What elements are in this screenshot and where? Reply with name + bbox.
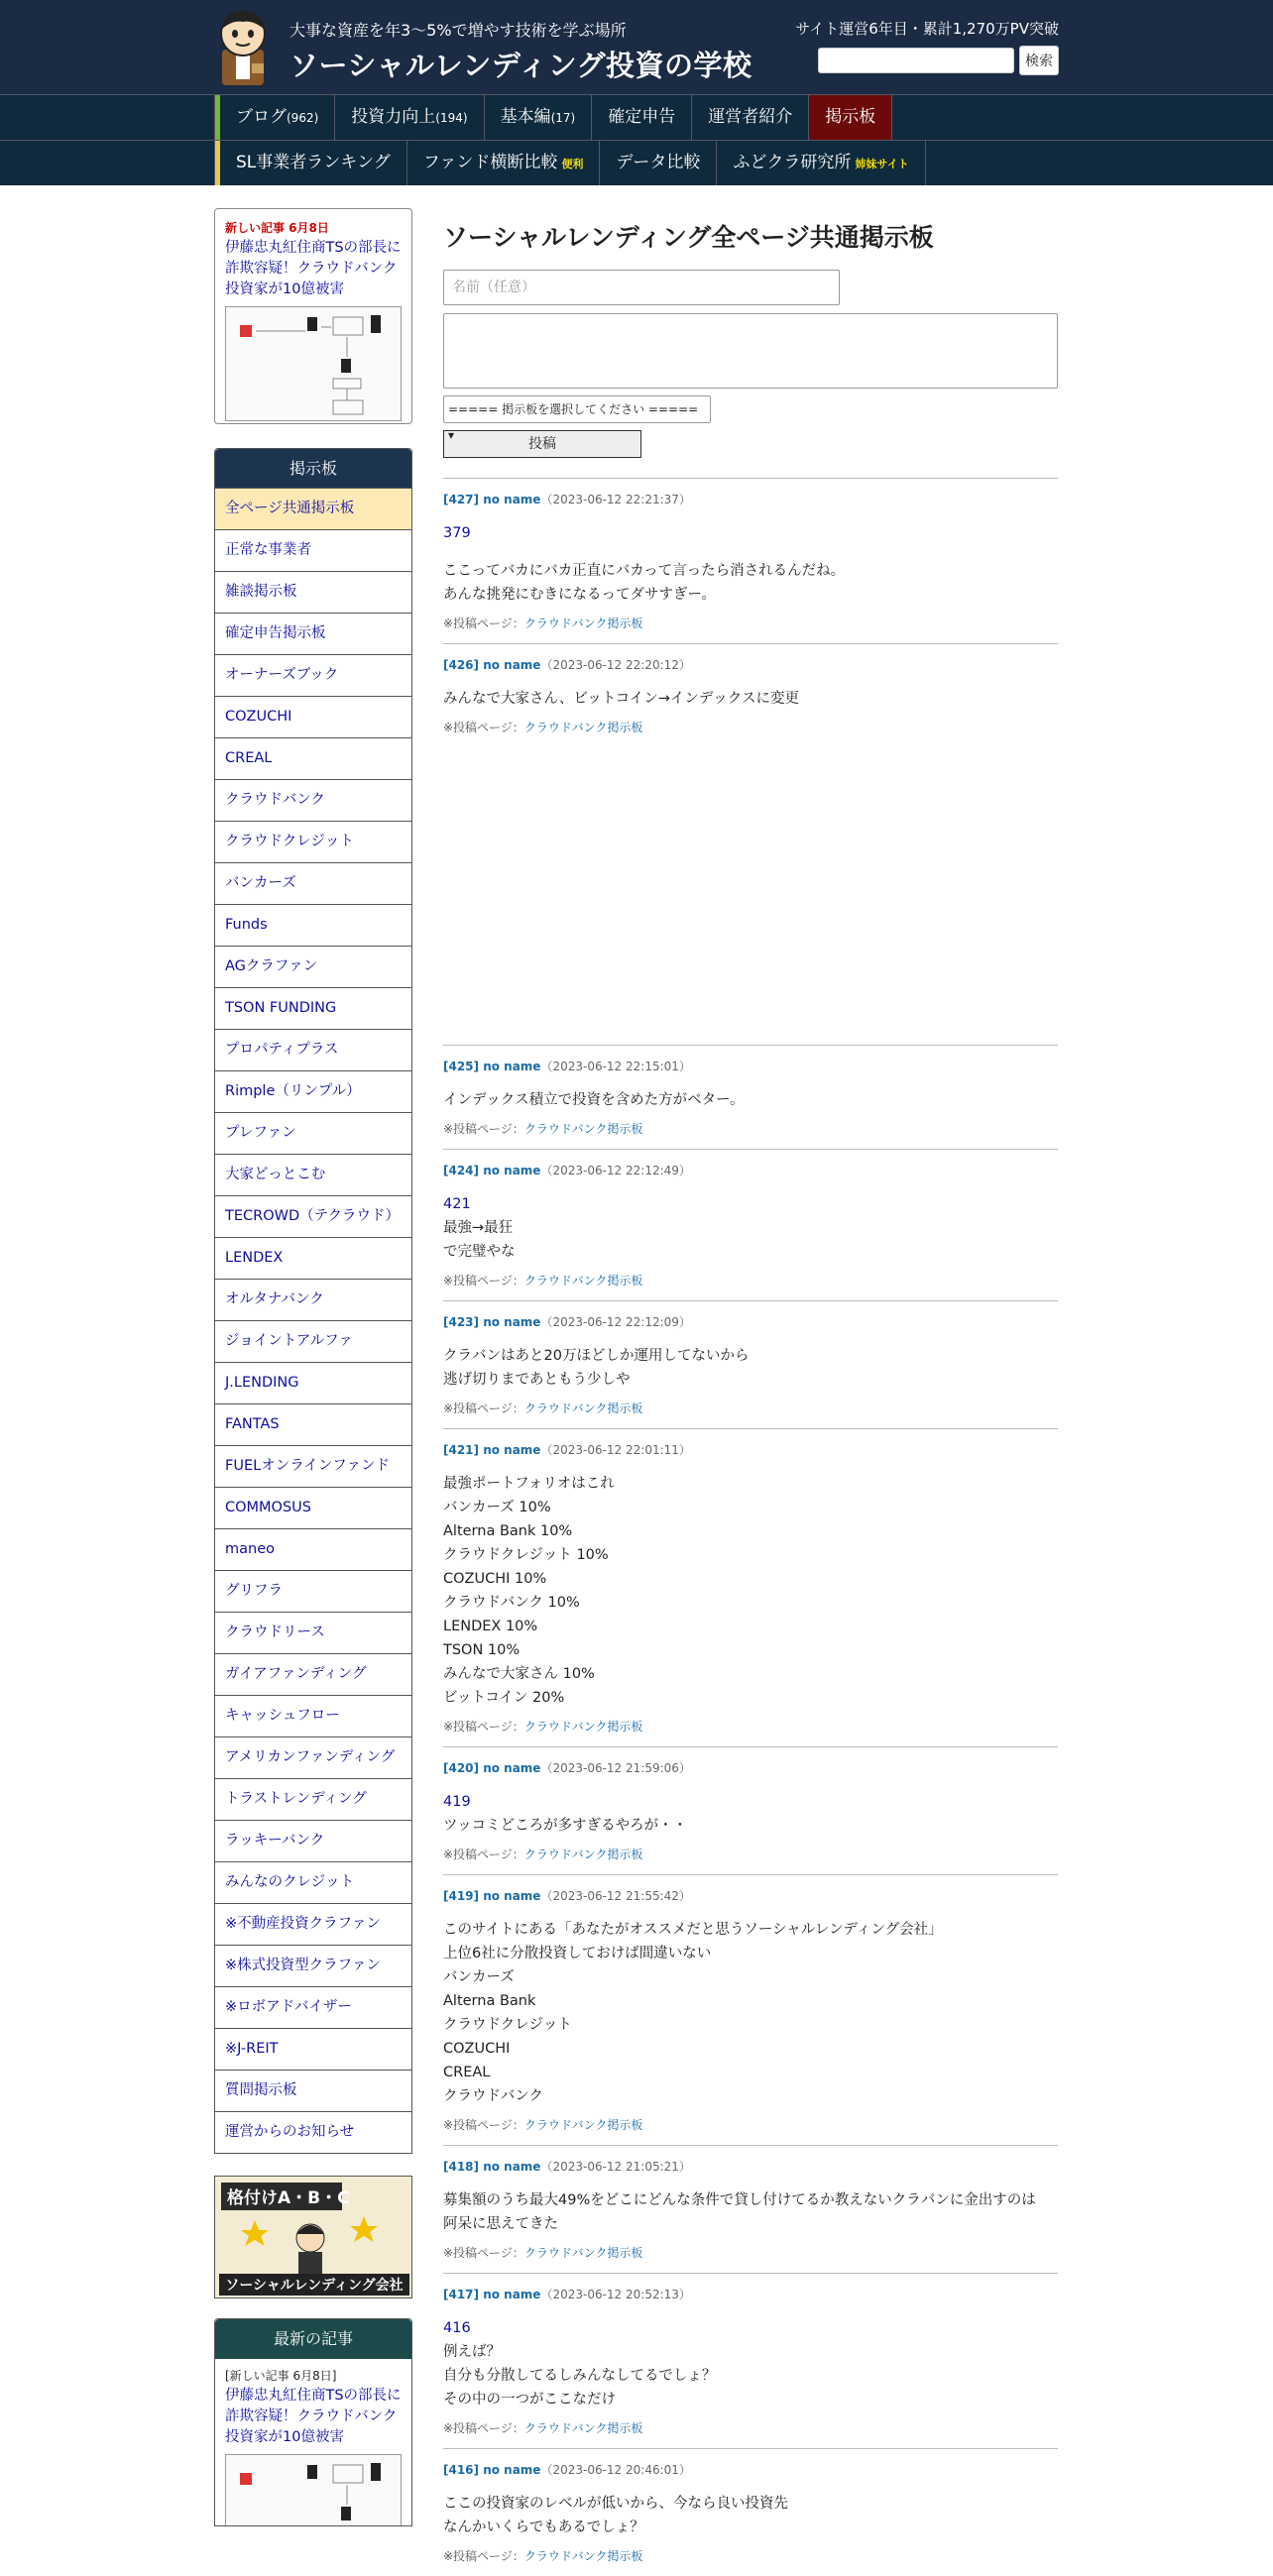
post-source-link[interactable]: クラウドバンク掲示板: [523, 1122, 643, 1136]
board-item[interactable]: ガイアファンディング: [215, 1653, 411, 1695]
post-button[interactable]: 投稿: [443, 430, 641, 458]
name-input[interactable]: 名前（任意）: [443, 270, 840, 305]
post-line: TSON 10%: [443, 1642, 521, 1658]
post-source-page: [443, 1400, 1058, 1416]
post-source-page: [443, 1272, 1058, 1288]
post-author[interactable]: [423] no name: [443, 1315, 541, 1329]
post-header: [443, 2158, 1058, 2175]
latest-articles-box: [214, 2318, 412, 2526]
board-item[interactable]: J.LENDING: [215, 1362, 411, 1403]
site-stats: サイト運営6年目・累計1,270万PV突破: [795, 20, 1059, 38]
post-line: このサイトにある「あなたがオススメだと思うソーシャルレンディング会社」: [443, 1922, 943, 1938]
board-item[interactable]: maneo: [215, 1528, 411, 1570]
board-item[interactable]: ※ロボアドバイザー: [215, 1986, 411, 2028]
board-item[interactable]: LENDEX: [215, 1237, 411, 1279]
board-item[interactable]: クラウドバンク: [215, 779, 411, 821]
latest-article-thumbnail[interactable]: [225, 2454, 402, 2526]
post-item: [443, 2448, 1058, 2576]
post-author[interactable]: [421] no name: [443, 1443, 541, 1457]
post-line: インデックス積立で投資を含めた方がベター。: [443, 1092, 745, 1108]
post-body: [443, 1344, 1058, 1392]
nav-item-basics[interactable]: [485, 95, 593, 140]
main-content: [443, 208, 1058, 2576]
post-line: COZUCHI 10%: [443, 1571, 547, 1587]
nav-label: 基本編: [500, 107, 551, 127]
post-line: Alterna Bank: [443, 1993, 536, 2009]
nav-count: (194): [435, 111, 468, 125]
post-line: 自分も分散してるしみんなしてるでしょ？: [443, 2368, 717, 2384]
nav-item-blog[interactable]: [215, 95, 335, 140]
post-source-page: [443, 615, 1058, 631]
post-date: （2023-06-12 21:05:21）: [540, 2160, 691, 2174]
board-item[interactable]: アメリカンファンディング: [215, 1736, 411, 1778]
nav-label: 投資力向上: [351, 107, 436, 127]
post-line: 最強ポートフォリオはこれ: [443, 1476, 615, 1492]
board-item[interactable]: 運営からのお知らせ: [215, 2111, 411, 2153]
post-body: [443, 521, 1058, 607]
nav-label: ふどクラ研究所: [733, 153, 852, 172]
sidebar: [214, 208, 412, 2526]
post-item: [443, 643, 1058, 747]
post-line: CREAL: [443, 2065, 491, 2080]
board-item[interactable]: グリフラ: [215, 1570, 411, 1612]
post-item: [443, 1428, 1058, 1746]
post-body: [443, 687, 1058, 711]
post-source-link[interactable]: クラウドバンク掲示板: [523, 1720, 643, 1734]
nav-count: (962): [287, 111, 319, 125]
post-header: [443, 1759, 1058, 1776]
post-source-page: [443, 1846, 1058, 1862]
latest-articles-heading: 最新の記事: [215, 2319, 411, 2359]
post-author[interactable]: [427] no name: [443, 493, 541, 506]
board-item[interactable]: 大家どっとこむ: [215, 1154, 411, 1195]
board-item[interactable]: Funds: [215, 904, 411, 946]
post-author[interactable]: [416] no name: [443, 2463, 541, 2477]
nav-item-fudokura-lab[interactable]: [717, 141, 925, 185]
post-body: [443, 1472, 1058, 1710]
board-item[interactable]: ※不動産投資クラファン: [215, 1903, 411, 1945]
post-line: バンカーズ: [443, 1969, 515, 1985]
board-item[interactable]: AGクラファン: [215, 946, 411, 987]
post-source-prefix: ※投稿ページ：: [443, 1720, 524, 1734]
post-line: Alterna Bank 10%: [443, 1523, 573, 1539]
new-article-box: [214, 208, 412, 424]
post-body: [443, 2188, 1058, 2236]
board-item[interactable]: みんなのクレジット: [215, 1861, 411, 1903]
nav-item-data-compare[interactable]: [600, 141, 717, 185]
post-item: [443, 2145, 1058, 2273]
post-reply-ref[interactable]: 421: [443, 1196, 471, 1212]
nav-item-skill[interactable]: [335, 95, 484, 140]
post-date: （2023-06-12 20:46:01）: [540, 2463, 691, 2477]
board-item[interactable]: Rimple（リンプル）: [215, 1070, 411, 1112]
board-item[interactable]: 質問掲示板: [215, 2070, 411, 2111]
post-source-prefix: ※投稿ページ：: [443, 1401, 524, 1415]
board-item[interactable]: ジョイントアルファ: [215, 1320, 411, 1362]
post-item: [443, 1874, 1058, 2145]
post-line: 逃げ切りまであともう少しや: [443, 1372, 631, 1388]
post-source-link[interactable]: クラウドバンク掲示板: [523, 1848, 643, 1861]
post-source-prefix: ※投稿ページ：: [443, 616, 524, 630]
post-author[interactable]: [426] no name: [443, 658, 541, 672]
post-line: あんな挑発にむきになるってダサすぎー。: [443, 587, 716, 603]
post-body: [443, 1790, 1058, 1838]
post-line: クラウドクレジット: [443, 2017, 572, 2033]
post-line: ツッコミどころが多すぎるやろが・・: [443, 1818, 688, 1834]
post-source-prefix: ※投稿ページ：: [443, 2549, 524, 2563]
post-line: 募集額のうち最大49%をどこにどんな条件で貸し付けてるか教えないクラバンに金出すのは: [443, 2192, 1036, 2208]
post-line: 最強→最狂: [443, 1220, 514, 1236]
nav-label: 運営者紹介: [708, 107, 793, 127]
board-list-heading: 掲示板: [215, 449, 411, 488]
post-source-link[interactable]: クラウドバンク掲示板: [523, 1274, 643, 1288]
post-reply-ref[interactable]: 379: [443, 525, 471, 541]
site-title[interactable]: ソーシャルレンディング投資の学校: [289, 49, 752, 82]
post-author[interactable]: [420] no name: [443, 1761, 541, 1775]
post-source-page: [443, 719, 1058, 735]
banner-top-text: 格付けA・B・C: [227, 2188, 350, 2208]
board-item[interactable]: クラウドリース: [215, 1612, 411, 1653]
post-date: （2023-06-12 20:52:13）: [540, 2288, 691, 2301]
board-select-value: ===== 掲示板を選択してください =====: [448, 402, 699, 416]
nav-label: 掲示板: [825, 107, 876, 127]
post-header: [443, 1058, 1058, 1074]
post-line: ビットコイン 20%: [443, 1690, 565, 1706]
new-article-thumbnail[interactable]: [225, 306, 402, 421]
nav-item-tax[interactable]: [592, 95, 692, 140]
post-source-page: [443, 2116, 1058, 2133]
post-body: [443, 1918, 1058, 2108]
board-item[interactable]: TSON FUNDING: [215, 987, 411, 1029]
post-source-page: [443, 2244, 1058, 2261]
board-list: [214, 448, 412, 2154]
post-source-prefix: ※投稿ページ：: [443, 2246, 524, 2260]
board-item[interactable]: バンカーズ: [215, 862, 411, 904]
post-line: 上位6社に分散投資しておけば間違いない: [443, 1946, 712, 1961]
nav-item-ranking[interactable]: [215, 141, 407, 185]
post-source-link[interactable]: クラウドバンク掲示板: [523, 2549, 643, 2563]
board-item[interactable]: COMMOSUS: [215, 1487, 411, 1528]
message-textarea[interactable]: [443, 313, 1058, 389]
post-author[interactable]: [424] no name: [443, 1164, 541, 1177]
post-header: [443, 1313, 1058, 1330]
post-header: [443, 656, 1058, 673]
new-article-label: 新しい記事 6月8日: [225, 221, 329, 235]
post-item: [443, 1746, 1058, 1874]
nav-label: SL事業者ランキング: [236, 153, 391, 172]
board-item[interactable]: オルタナバンク: [215, 1279, 411, 1320]
post-line: バンカーズ 10%: [443, 1500, 551, 1515]
board-item[interactable]: 確定申告掲示板: [215, 613, 411, 654]
post-date: （2023-06-12 22:20:12）: [540, 658, 691, 672]
nav-label: 確定申告: [608, 107, 676, 127]
post-item: [443, 1300, 1058, 1428]
nav-item-about[interactable]: [692, 95, 809, 140]
post-header: [443, 2286, 1058, 2302]
banner-bottom-text: ソーシャルレンディング会社: [225, 2278, 404, 2294]
site-header: [0, 0, 1273, 95]
board-item[interactable]: 全ページ共通掲示板: [215, 488, 411, 529]
post-reply-ref[interactable]: 419: [443, 1794, 471, 1810]
nav-label: ブログ: [236, 107, 287, 127]
post-line: クラウドバンク: [443, 2088, 543, 2104]
site-tagline: 大事な資産を年3～5%で増やす技術を学ぶ場所: [289, 21, 627, 40]
search-input[interactable]: [818, 48, 1014, 73]
search-button[interactable]: 検索: [1019, 46, 1059, 75]
post-line: ここの投資家のレベルが低いから、今なら良い投資先: [443, 2496, 788, 2512]
post-item: [443, 1045, 1058, 1149]
post-line: クラウドバンク 10%: [443, 1595, 580, 1611]
post-list: [443, 478, 1058, 2576]
post-author[interactable]: [419] no name: [443, 1889, 541, 1903]
post-source-prefix: ※投稿ページ：: [443, 1122, 524, 1136]
post-line: LENDEX 10%: [443, 1619, 538, 1634]
post-date: （2023-06-12 22:12:49）: [540, 1164, 691, 1177]
post-source-page: [443, 2419, 1058, 2436]
post-source-prefix: ※投稿ページ：: [443, 721, 524, 734]
nav-tag: 姉妹サイト: [855, 158, 909, 170]
main-nav: [0, 94, 1273, 140]
post-header: [443, 491, 1058, 507]
post-line: その中の一つがここなだけ: [443, 2392, 616, 2408]
post-header: [443, 2461, 1058, 2478]
post-reply-ref[interactable]: 416: [443, 2320, 471, 2336]
nav-count: (17): [550, 111, 576, 125]
chevron-down-icon: ▾: [448, 428, 455, 442]
board-item[interactable]: TECROWD（テクラウド）: [215, 1195, 411, 1237]
post-source-link[interactable]: クラウドバンク掲示板: [523, 2246, 643, 2260]
board-select[interactable]: [443, 395, 711, 442]
board-item[interactable]: キャッシュフロー: [215, 1695, 411, 1736]
board-item[interactable]: ※J-REIT: [215, 2028, 411, 2070]
ad-space: [443, 747, 1058, 1045]
page-title: ソーシャルレンディング全ページ共通掲示板: [443, 223, 934, 252]
board-item[interactable]: オーナーズブック: [215, 654, 411, 696]
nav-item-board[interactable]: [809, 95, 892, 140]
post-source-link[interactable]: クラウドバンク掲示板: [523, 2118, 643, 2132]
post-header: [443, 1441, 1058, 1458]
post-date: （2023-06-12 21:59:06）: [540, 1761, 691, 1775]
post-author[interactable]: [418] no name: [443, 2160, 541, 2174]
post-body: [443, 1192, 1058, 1264]
board-item[interactable]: トラストレンディング: [215, 1778, 411, 1820]
sub-nav: [0, 140, 1273, 185]
post-date: （2023-06-12 22:01:11）: [540, 1443, 691, 1457]
board-item[interactable]: CREAL: [215, 737, 411, 779]
post-source-link[interactable]: クラウドバンク掲示板: [523, 616, 643, 630]
post-source-prefix: ※投稿ページ：: [443, 1848, 524, 1861]
nav-item-fund-compare[interactable]: [407, 141, 601, 185]
rating-banner[interactable]: [214, 2176, 412, 2298]
board-item[interactable]: クラウドクレジット: [215, 821, 411, 862]
post-date: （2023-06-12 21:55:42）: [540, 1889, 691, 1903]
post-source-prefix: ※投稿ページ：: [443, 2118, 524, 2132]
post-body: [443, 2316, 1058, 2411]
latest-article-date: [新しい記事 6月8日]: [225, 2369, 337, 2383]
board-item[interactable]: プレファン: [215, 1112, 411, 1154]
post-source-prefix: ※投稿ページ：: [443, 2421, 524, 2435]
post-line: 阿呆に思えてきた: [443, 2216, 558, 2232]
mascot-logo-icon[interactable]: [214, 6, 272, 87]
post-line: 例えば？: [443, 2344, 501, 2360]
post-line: みんなで大家さん、ビットコイン→インデックスに変更: [443, 691, 799, 707]
post-line: COZUCHI: [443, 2041, 511, 2057]
post-author[interactable]: [425] no name: [443, 1060, 541, 1073]
nav-label: データ比較: [616, 153, 701, 172]
post-source-prefix: ※投稿ページ：: [443, 1274, 524, 1288]
board-item[interactable]: FANTAS: [215, 1403, 411, 1445]
post-item: [443, 1149, 1058, 1300]
post-source-page: [443, 2547, 1058, 2564]
post-header: [443, 1887, 1058, 1904]
post-line: みんなで大家さん 10%: [443, 1666, 595, 1682]
board-item[interactable]: プロパティプラス: [215, 1029, 411, 1070]
post-source-link[interactable]: クラウドバンク掲示板: [523, 721, 643, 734]
board-item[interactable]: 雑談掲示板: [215, 571, 411, 613]
post-item: [443, 2273, 1058, 2448]
new-article-link[interactable]: 伊藤忠丸紅住商TSの部長に詐欺容疑！クラウドバンク投資家が10億被害: [225, 240, 402, 297]
board-item[interactable]: COZUCHI: [215, 696, 411, 737]
post-body: [443, 2492, 1058, 2539]
post-source-link[interactable]: クラウドバンク掲示板: [523, 1401, 643, 1415]
nav-tag: 便利: [561, 158, 584, 170]
nav-label: ファンド横断比較: [422, 153, 558, 172]
post-item: [443, 478, 1058, 643]
post-header: [443, 1162, 1058, 1178]
post-line: で完璧やな: [443, 1244, 516, 1260]
post-author[interactable]: [417] no name: [443, 2288, 541, 2301]
post-date: （2023-06-12 22:12:09）: [540, 1315, 691, 1329]
post-date: （2023-06-12 22:15:01）: [540, 1060, 691, 1073]
post-line: クラバンはあと20万ほどしか運用してないから: [443, 1348, 750, 1364]
post-line: なんかいくらでもあるでしょ？: [443, 2520, 644, 2535]
post-line: クラウドクレジット 10%: [443, 1547, 609, 1563]
board-item[interactable]: ラッキーバンク: [215, 1820, 411, 1861]
post-date: （2023-06-12 22:21:37）: [540, 493, 691, 506]
latest-article-link[interactable]: 伊藤忠丸紅住商TSの部長に詐欺容疑！クラウドバンク投資家が10億被害: [225, 2388, 402, 2445]
post-source-page: [443, 1718, 1058, 1735]
post-line: [443, 545, 1058, 559]
board-item[interactable]: 正常な事業者: [215, 529, 411, 571]
post-source-link[interactable]: クラウドバンク掲示板: [523, 2421, 643, 2435]
board-item[interactable]: ※株式投資型クラファン: [215, 1945, 411, 1986]
post-body: [443, 1088, 1058, 1112]
post-line: ここってバカにバカ正直にバカって言ったら消されるんだね。: [443, 563, 846, 579]
board-item[interactable]: FUELオンラインファンド: [215, 1445, 411, 1487]
post-source-page: [443, 1120, 1058, 1137]
